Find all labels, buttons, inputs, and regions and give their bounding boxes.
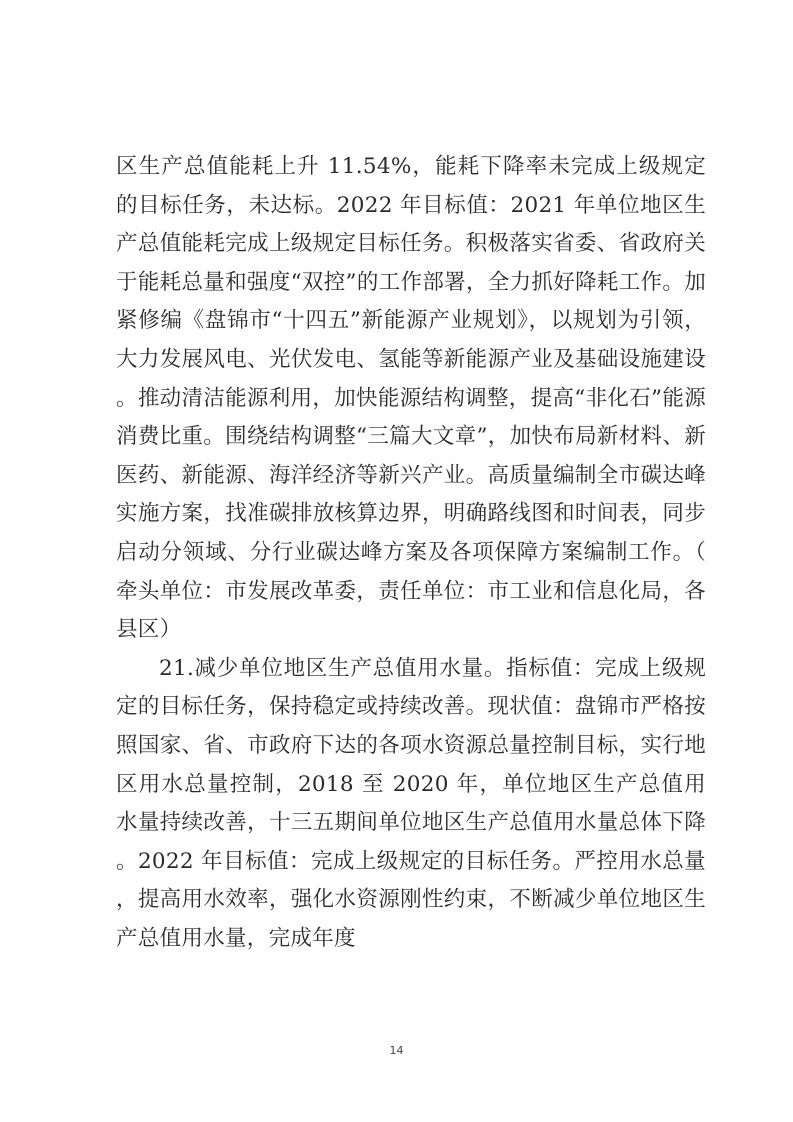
paragraph-water-usage: 21.减少单位地区生产总值用水量。指标值：完成上级规定的目标任务，保持稳定或持续改善。现状值：盘锦市严格按照国家、省、市政府下达的各项水资源总量控制目标，实行地区用水总量控制，2018 至 2020 年，单位地区生产总值用水量持续改善，十三五期间单位地区生产总值用水量总体下降。2022 年目标值：完成上级规定的目标任务。严控用水总量，提高用水效率，强化水资源刚性约束，不断减少单位地区生产总值用水量，完成年度	[116, 655, 706, 951]
body-text	[116, 148, 706, 958]
page-number: 14	[389, 1044, 404, 1057]
paragraph-energy-consumption: 区生产总值能耗上升 11.54%，能耗下降率未完成上级规定的目标任务，未达标。2022 年目标值：2021 年单位地区生产总值能耗完成上级规定目标任务。积极落实省委、省政府关于能耗总量和强度“双控”的工作部署，全力抓好降耗工作。加紧修编《盘锦市“十四五”新能源产业规划》，以规划为引领，大力发展风电、光伏发电、氢能等新能源产业及基础设施建设。推动清洁能源利用，加快能源结构调整，提高“非化石”能源消费比重。围绕结构调整“三篇大文章”，加快布局新材料、新医药、新能源、海洋经济等新兴产业。高质量编制全市碳达峰实施方案，找准碳排放核算边界，明确路线图和时间表，同步启动分领域、分行业碳达峰方案及各项保障方案编制工作。（牵头单位：市发展改革委，责任单位：市工业和信息化局，各县区）	[116, 154, 706, 643]
